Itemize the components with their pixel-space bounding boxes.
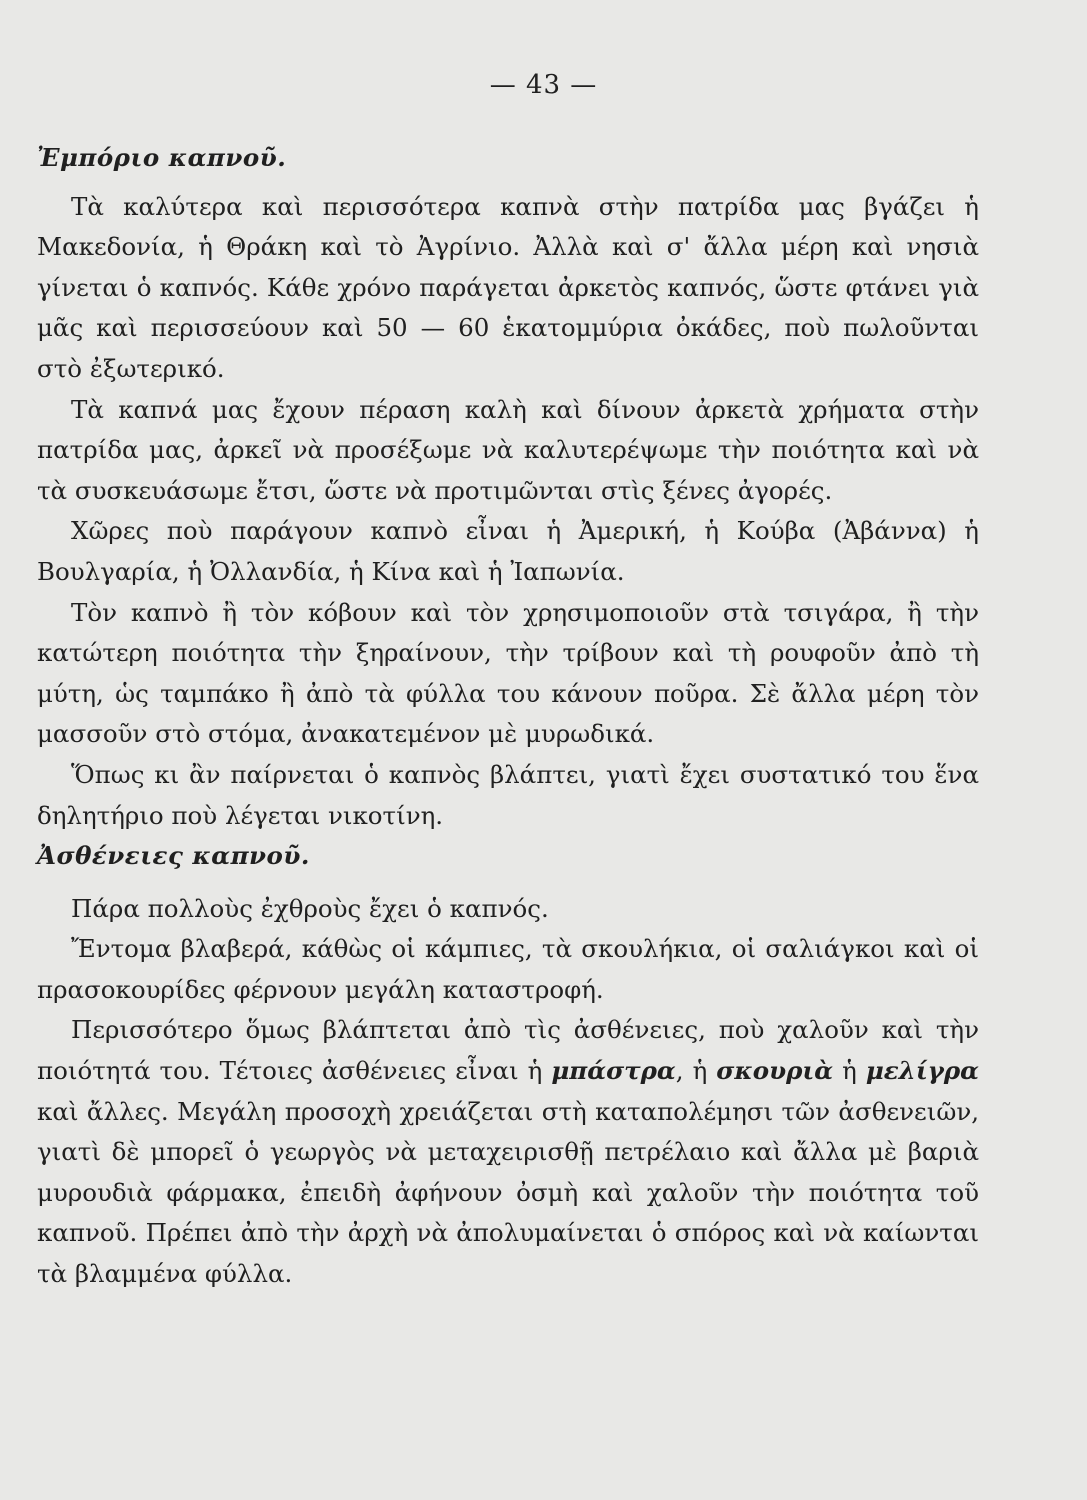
text-span: Περισσότερο ὅμως βλάπτεται ἀπὸ τὶς ἀσθένειες, ποὺ χαλοῦν καὶ τὴν ποιότητά του. Τέτοιες ἀσθένειες εἶναι ἡ [37,1015,979,1086]
paragraph: Ὅπως κι ἂν παίρνεται ὁ καπνὸς βλάπτει, γιατὶ ἔχει συστατικό του ἕνα δηλητήριο ποὺ λέγεται νικοτίνη. [37,759,979,830]
text-span: ἡ [833,1056,866,1086]
emphasized-term: μπάστρα [551,1056,676,1086]
paragraph: Τὰ καλύτερα καὶ περισσότερα καπνὰ στὴν πατρίδα μας βγάζει ἡ Μακεδονία, ἡ Θράκη καὶ τὸ Ἀγρίνιο. Ἀλλὰ καὶ σ' ἄλλα μέρη καὶ νησιὰ γίνεται ὁ καπνός. Κάθε χρόνο παράγεται ἀρκετὸς καπνός, ὥστε φτάνει γιὰ μᾶς καὶ περισσεύουν καὶ 50 — 60 ἑκατομμύρια ὀκάδες, ποὺ πωλοῦνται στὸ ἐξωτερικό. [37,191,979,383]
section-heading-tobacco-trade: Ἐμπόριο καπνοῦ. [37,143,287,172]
paragraph: Τὸν καπνὸ ἢ τὸν κόβουν καὶ τὸν χρησιμοποιοῦν στὰ τσιγάρα, ἢ τὴν κατώτερη ποιότητα τὴν ξηραίνουν, τὴν τρίβουν καὶ τὴ ρουφοῦν ἀπὸ τὴ μύτη, ὡς ταμπάκο ἢ ἀπὸ τὰ φύλλα του κάνουν ποῦρα. Σὲ ἄλλα μέρη τὸν μασσοῦν στὸ στόμα, ἀνακατεμένον μὲ μυρωδικά. [37,597,979,749]
text-span: , ἡ [675,1056,717,1086]
paragraph-diseases [37,1010,979,1294]
text-span: καὶ ἄλλες. Μεγάλη προσοχὴ χρειάζεται στὴ καταπολέμησι τῶν ἀσθενειῶν, γιατὶ δὲ μπορεῖ ὁ γεωργὸς νὰ μεταχειρισθῇ πετρέλαιο καὶ ἄλλα μὲ βαριὰ μυρουδιὰ φάρμακα, ἐπειδὴ ἀφήνουν ὀσμὴ καὶ χαλοῦν τὴν ποιότητα τοῦ καπνοῦ. Πρέπει ἀπὸ τὴν ἀρχὴ νὰ ἀπολυμαίνεται ὁ σπόρος καὶ νὰ καίωνται τὰ βλαμμένα φύλλα. [37,1096,979,1289]
emphasized-term: σκουριὰ [716,1056,834,1086]
section-heading-tobacco-diseases: Ἀσθένειες καπνοῦ. [37,841,310,871]
paragraph: Πάρα πολλοὺς ἐχθροὺς ἔχει ὁ καπνός. [71,893,549,923]
page-number: — 43 — [489,70,598,100]
page-content [37,138,979,1295]
paragraph: Τὰ καπνά μας ἔχουν πέραση καλὴ καὶ δίνουν ἀρκετὰ χρήματα στὴν πατρίδα μας, ἀρκεῖ νὰ προσέξωμε νὰ καλυτερέψωμε τὴν ποιότητα καὶ νὰ τὰ συσκευάσωμε ἔτσι, ὥστε νὰ προτιμῶνται στὶς ξένες ἀγορές. [37,394,979,505]
emphasized-term: μελίγρα [865,1056,979,1086]
paragraph: Ἔντομα βλαβερά, κάθὼς οἱ κάμπιες, τὰ σκουλήκια, οἱ σαλιάγκοι καὶ οἱ πρασοκουρίδες φέρνουν μεγάλη καταστροφή. [37,934,979,1004]
paragraph: Χῶρες ποὺ παράγουν καπνὸ εἶναι ἡ Ἀμερική, ἡ Κούβα (Ἀβάννα) ἡ Βουλγαρία, ἡ Ὀλλανδία, ἡ Κίνα καὶ ἡ Ἰαπωνία. [37,516,979,586]
